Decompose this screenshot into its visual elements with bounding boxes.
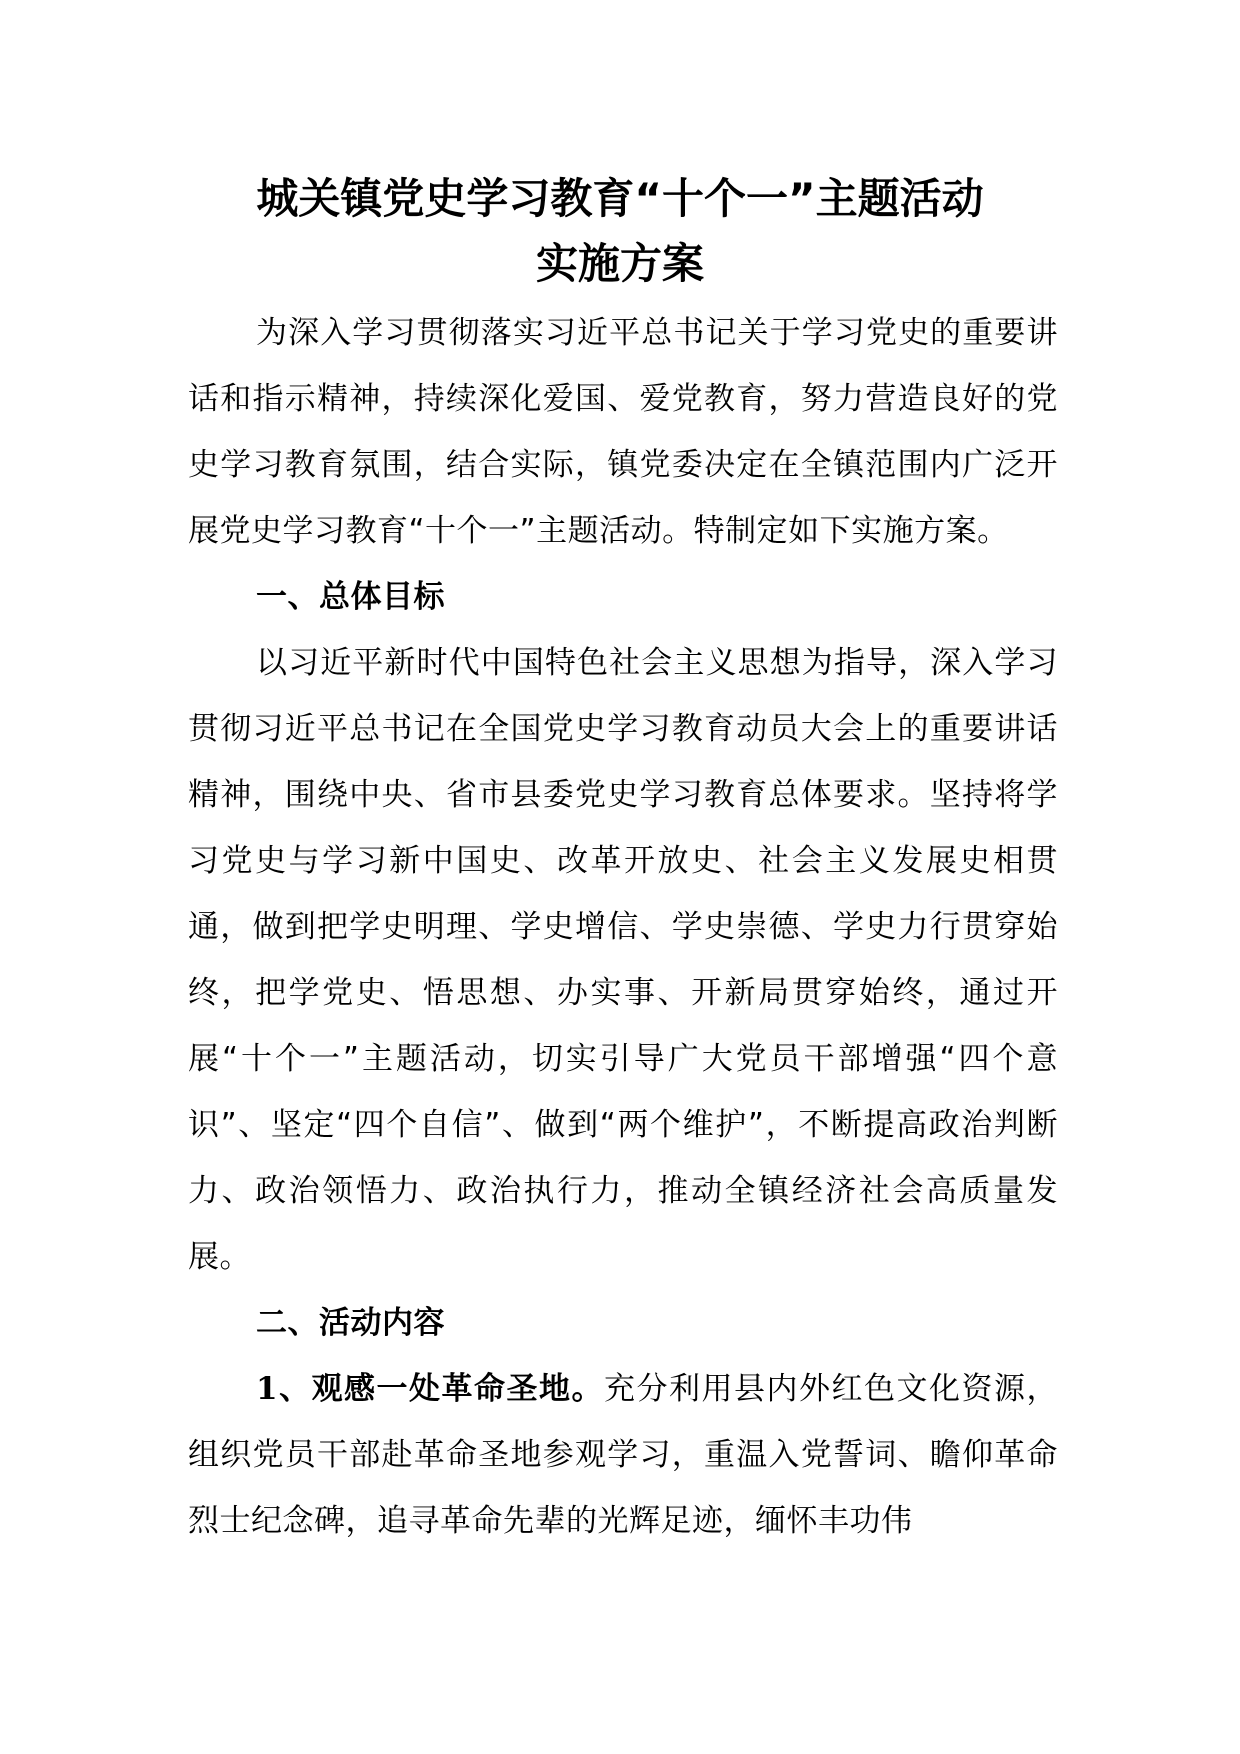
section-1-paragraph: 以习近平新时代中国特色社会主义思想为指导，深入学习贯彻习近平总书记在全国党史学习教育动员大会上的重要讲话精神，围绕中央、省市县委党史学习教育总体要求。坚持将学习党史与学习新中国史、改革开放史、社会主义发展史相贯通，做到把学史明理、学史增信、学史崇德、学史力行贯穿始终，把学党史、悟思想、办实事、开新局贯穿始终，通过开展“十个一”主题活动，切实引导广大党员干部增强“四个意识”、坚定“四个自信”、做到“两个维护”，不断提高政治判断力、政治领悟力、政治执行力，推动全镇经济社会高质量发展。 — [188, 645, 1058, 1275]
section-2-heading: 二、活动内容 — [256, 1305, 445, 1341]
item-1-paragraph — [188, 1356, 1058, 1554]
document-title-line-1: 城关镇党史学习教育“十个一”主题活动 — [256, 174, 984, 223]
document-title-line-2: 实施方案 — [535, 239, 704, 288]
intro-paragraph: 为深入学习贯彻落实习近平总书记关于学习党史的重要讲话和指示精神，持续深化爱国、爱党教育，努力营造良好的党史学习教育氛围，结合实际，镇党委决定在全镇范围内广泛开展党史学习教育“十个一”主题活动。特制定如下实施方案。 — [188, 315, 1058, 549]
item-1-lead: 1、观感一处革命圣地。 — [256, 1371, 605, 1407]
item-1-body: 充分利用县内外红色文化资源，组织党员干部赴革命圣地参观学习，重温入党誓词、瞻仰革命烈士纪念碑，追寻革命先辈的光辉足迹，缅怀丰功伟 — [188, 1371, 1059, 1539]
document-body — [188, 300, 1058, 1554]
section-1-heading: 一、总体目标 — [256, 579, 445, 615]
